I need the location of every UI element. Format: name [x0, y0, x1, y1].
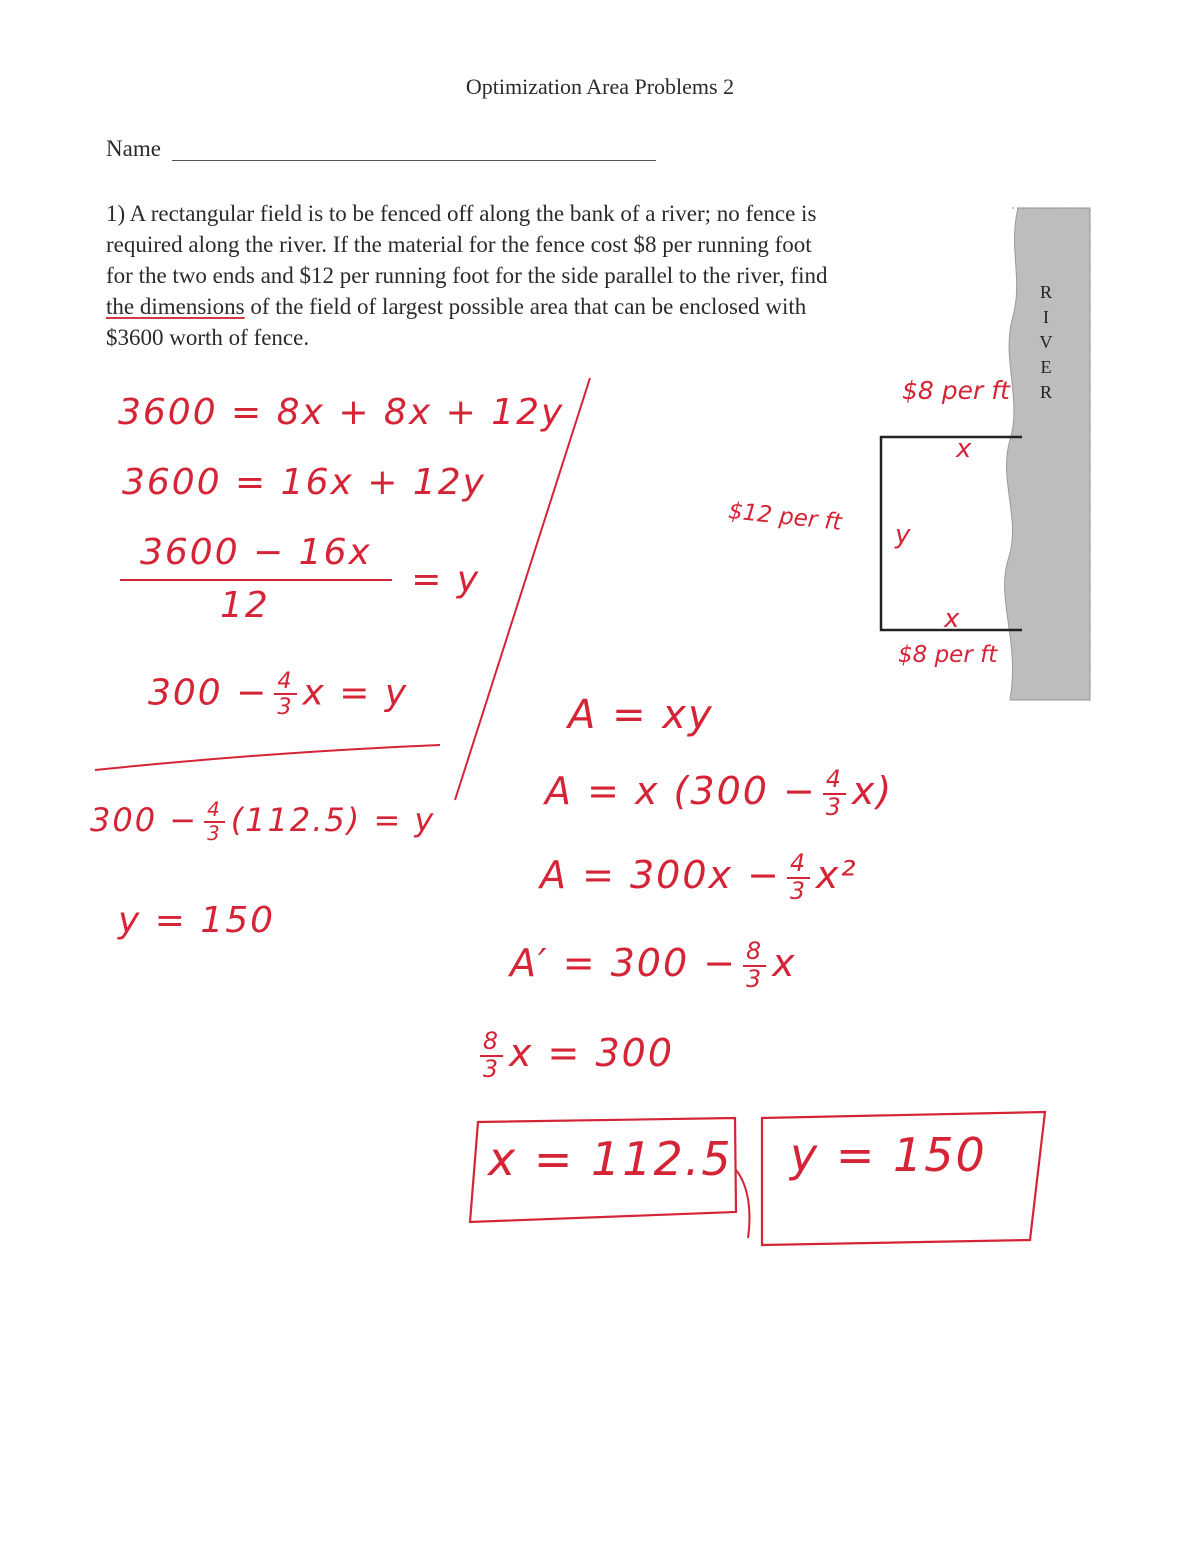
top-cost-label: $8 per ft — [902, 376, 1010, 405]
expr-part: x — [772, 941, 797, 986]
frac-den: 3 — [483, 1054, 500, 1083]
frac-num: 8 — [743, 940, 766, 967]
frac-den: 3 — [207, 821, 222, 845]
side-var-label: y — [895, 520, 911, 550]
problem-line-3: for the two ends and $12 per running foot for the side parallel to the river, find — [106, 263, 828, 288]
work-right-line-5 — [480, 1027, 675, 1083]
work-left-line-5 — [90, 800, 435, 844]
answer-connector — [736, 1170, 750, 1238]
expr-part: x) — [851, 769, 894, 814]
work-left-line-3 — [120, 532, 480, 626]
work-right-line-2 — [545, 765, 894, 821]
river-label — [1030, 280, 1062, 405]
name-label: Name — [106, 136, 161, 161]
frac-num: 4 — [274, 670, 296, 695]
expr-part: A′ = 300 − — [510, 941, 738, 986]
problem-line-2: required along the river. If the material for the fence cost $8 per running foot — [106, 232, 812, 257]
work-left-line-2: 3600 = 16x + 12y — [122, 462, 486, 503]
work-left-line-4 — [148, 670, 408, 719]
fraction-denominator: 12 — [220, 585, 270, 626]
work-left-line-1: 3600 = 8x + 8x + 12y — [118, 392, 565, 433]
river-letter: E — [1040, 357, 1052, 377]
work-left-line-6: y = 150 — [118, 900, 276, 941]
river-letter: V — [1039, 332, 1053, 352]
underlined-phrase: the dimensions — [106, 294, 245, 319]
problem-line-5: $3600 worth of fence. — [106, 325, 310, 350]
river-letter: R — [1039, 282, 1052, 302]
frac-den: 3 — [825, 792, 843, 821]
expr-part: x = y — [302, 672, 409, 714]
expr-part: x² — [815, 853, 858, 898]
bottom-cost-label: $8 per ft — [898, 642, 998, 668]
fraction-numerator: 3600 − 16x — [120, 532, 392, 581]
work-right-line-1: A = xy — [568, 692, 714, 738]
river-letter: R — [1039, 382, 1052, 402]
bottom-var-label: x — [944, 604, 960, 634]
expr-part: A = x (300 − — [545, 769, 817, 814]
top-var-label: x — [956, 434, 972, 464]
expr-part: x = 300 — [508, 1031, 675, 1076]
frac-den: 3 — [789, 876, 807, 905]
frac-den: 3 — [277, 694, 294, 721]
river-letter: I — [1043, 307, 1049, 327]
expr-part: 300 − — [148, 672, 269, 714]
frac-den: 3 — [746, 964, 764, 993]
fraction-rhs: = y — [411, 558, 481, 600]
expr-part: 300 − — [90, 800, 199, 839]
work-right-line-4 — [510, 937, 797, 993]
problem-line-4-rest: of the field of largest possible area that can be enclosed with — [244, 294, 807, 319]
separator-rule — [95, 745, 440, 770]
problem-line-1: 1) A rectangular field is to be fenced off along the bank of a river; no fence is — [106, 201, 817, 226]
answer-y: y = 150 — [790, 1128, 987, 1182]
side-cost-label: $12 per ft — [726, 498, 843, 536]
page-title: Optimization Area Problems 2 — [465, 74, 735, 99]
expr-part: A = 300x − — [540, 853, 781, 898]
frac-num: 4 — [787, 852, 810, 879]
frac-num: 8 — [480, 1030, 503, 1057]
frac-num: 4 — [204, 800, 225, 823]
expr-part: (112.5) = y — [230, 800, 436, 839]
frac-num: 4 — [823, 768, 846, 795]
answer-x: x = 112.5 — [488, 1132, 733, 1186]
work-right-line-3 — [540, 849, 858, 905]
